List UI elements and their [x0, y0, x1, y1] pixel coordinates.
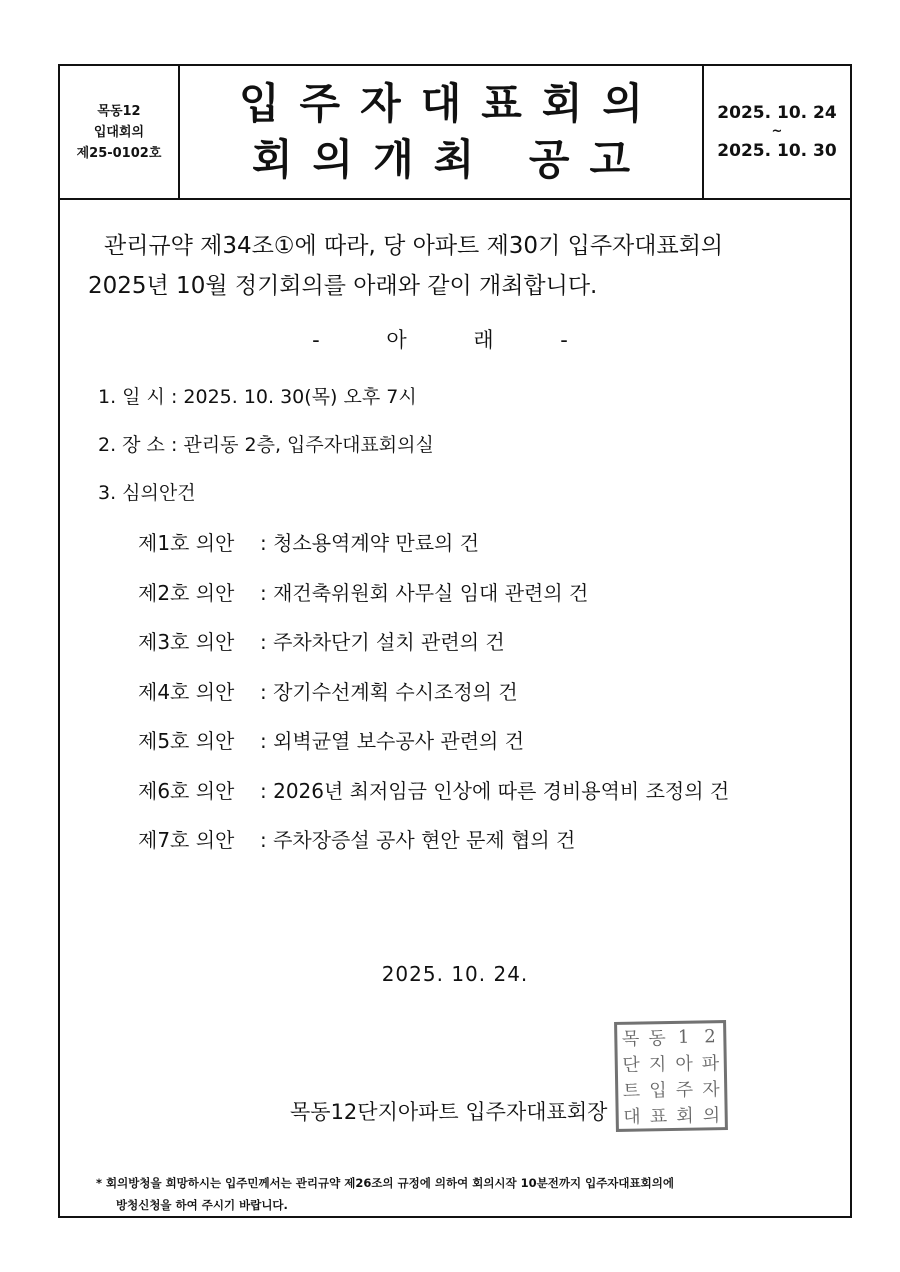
agenda-item — [138, 776, 729, 826]
document-number-line2: 입대회의 — [93, 124, 145, 140]
agenda-item-number: 제1호 의안 — [138, 531, 235, 555]
agenda-item-number: 제5호 의안 — [138, 729, 235, 753]
seal-glyph: 지 — [648, 1054, 667, 1076]
agenda-item-text: : 장기수선계획 수시조정의 건 — [260, 679, 518, 704]
footnote — [96, 1172, 674, 1216]
notice-frame — [58, 64, 852, 1218]
agenda-item — [138, 627, 729, 677]
official-seal-stamp — [614, 1020, 728, 1132]
seal-glyph: 트 — [622, 1080, 641, 1102]
seal-glyph: 목 — [621, 1028, 640, 1050]
agenda-item-number: 제2호 의안 — [138, 580, 235, 605]
intro-line2: 2025년 10월 정기회의를 아래와 같이 개최합니다. — [88, 273, 598, 299]
agenda-item — [138, 528, 729, 578]
agenda-item-text: : 주차차단기 설치 관련의 건 — [260, 630, 505, 654]
issuer-name: 목동12단지아파트 입주자대표회장 — [290, 1100, 608, 1124]
seal-glyph: 1 — [677, 1026, 690, 1048]
seal-glyph: 단 — [622, 1054, 640, 1076]
meeting-details — [98, 380, 434, 524]
agenda-item — [138, 726, 729, 776]
seal-glyph: 자 — [702, 1079, 720, 1101]
agenda-item-number: 제4호 의안 — [138, 679, 235, 704]
intro-line1: 관리규약 제34조①에 따라, 당 아파트 제30기 입주자대표회의 — [104, 233, 724, 259]
seal-glyph: 표 — [649, 1106, 668, 1128]
seal-glyph: 의 — [702, 1105, 721, 1127]
posting-period-start: 2025. 10. 24 — [717, 103, 837, 123]
seal-glyph: 회 — [676, 1105, 694, 1127]
footnote-line1: * 회의방청을 희망하시는 입주민께서는 관리규약 제26조의 규정에 의하여 회의시작 10분전까지 입주자대표회의에 — [96, 1176, 674, 1190]
posting-period-end: 2025. 10. 30 — [717, 141, 837, 161]
agenda-item-number: 제3호 의안 — [138, 630, 235, 654]
agenda-item-number: 제6호 의안 — [138, 778, 235, 803]
notice-date: 2025. 10. 24. — [381, 962, 529, 986]
seal-glyph: 파 — [701, 1053, 720, 1075]
agenda-item-text: : 재건축위원회 사무실 임대 관련의 건 — [260, 580, 589, 605]
agenda-item-text: : 청소용역계약 만료의 건 — [260, 531, 480, 555]
posting-period — [704, 66, 850, 198]
seal-glyph: 입 — [649, 1080, 667, 1102]
notice-header — [60, 66, 850, 200]
notice-title — [180, 66, 704, 198]
seal-glyph: 동 — [648, 1028, 666, 1050]
detail-location: 2. 장 소 : 관리동 2층, 입주자대표회의실 — [98, 434, 434, 456]
agenda-item-number: 제7호 의안 — [138, 828, 235, 852]
notice-title-line2: 회의개최 공고 — [251, 135, 651, 184]
seal-glyph: 아 — [675, 1053, 693, 1075]
agenda-item — [138, 578, 729, 628]
detail-agenda-heading: 3. 심의안건 — [98, 482, 196, 504]
agenda-list — [138, 528, 729, 875]
agenda-item-text: : 2026년 최저임금 인상에 따른 경비용역비 조정의 건 — [260, 778, 730, 803]
footnote-line2: 방청신청을 하여 주시기 바랍니다. — [116, 1198, 288, 1212]
posting-period-separator: ~ — [771, 124, 783, 139]
section-heading-arae: - 아 래 - — [312, 328, 598, 352]
notice-title-line1: 입주자대표회의 — [238, 79, 663, 128]
agenda-item — [138, 677, 729, 727]
agenda-item — [138, 825, 729, 875]
agenda-item-text: : 주차장증설 공사 현안 문제 협의 건 — [260, 828, 576, 852]
document-number — [60, 66, 180, 198]
seal-glyph: 대 — [623, 1106, 641, 1128]
intro-paragraph — [88, 226, 828, 306]
detail-datetime: 1. 일 시 : 2025. 10. 30(목) 오후 7시 — [98, 386, 417, 408]
document-number-line1: 목동12 — [97, 103, 141, 119]
document-number-line3: 제25-0102호 — [76, 145, 162, 161]
seal-glyph: 주 — [675, 1079, 694, 1101]
seal-glyph: 2 — [704, 1025, 716, 1047]
agenda-item-text: : 외벽균열 보수공사 관련의 건 — [260, 729, 525, 753]
